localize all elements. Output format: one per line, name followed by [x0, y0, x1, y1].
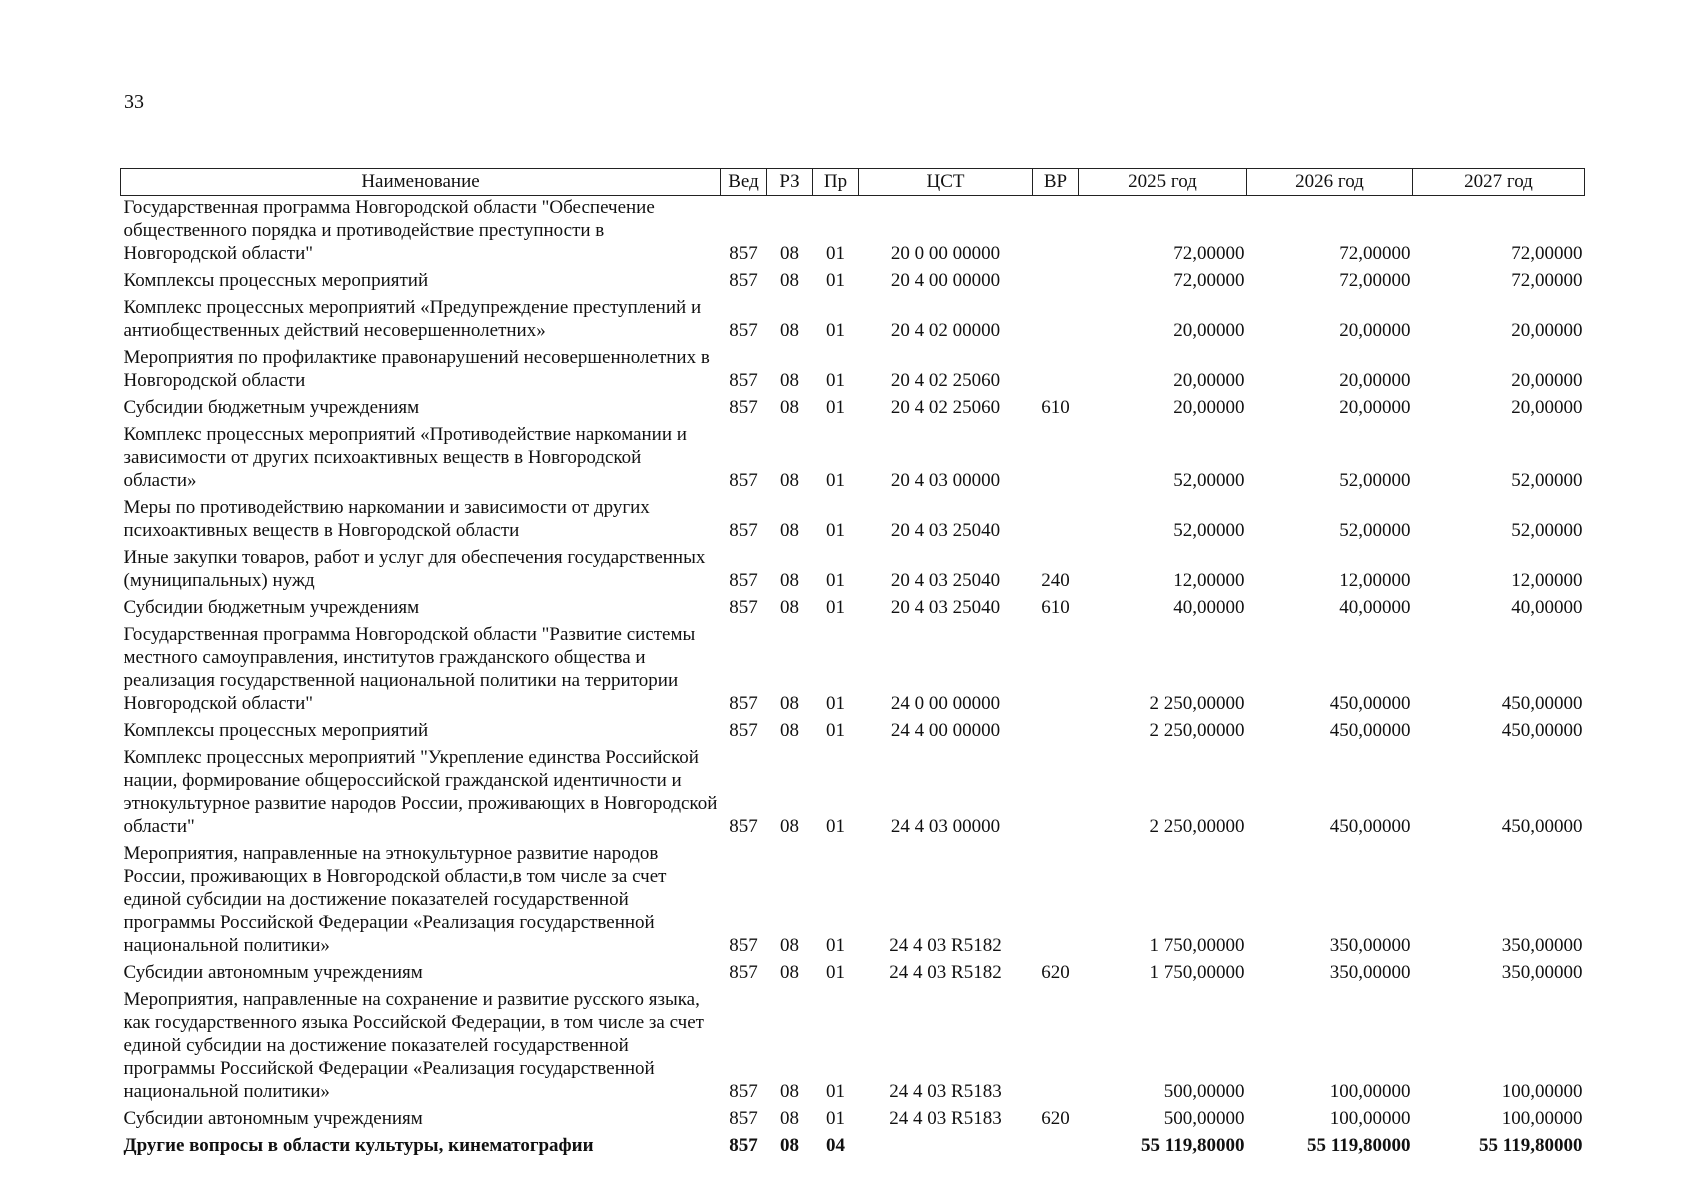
table-row — [121, 961, 1585, 988]
row-2026: 20,00000 — [1339, 320, 1411, 341]
row-2027: 72,00000 — [1511, 243, 1583, 264]
row-ved: 857 — [729, 1135, 758, 1156]
row-vr: 610 — [1041, 397, 1070, 418]
row-vr — [1033, 346, 1079, 396]
row-vr: 240 — [1041, 570, 1070, 591]
row-pr: 01 — [826, 270, 845, 291]
row-cst: 24 4 03 00000 — [890, 816, 1001, 837]
row-2027: 350,00000 — [1501, 962, 1583, 983]
row-vr — [1033, 196, 1079, 270]
row-2027: 40,00000 — [1511, 597, 1583, 618]
table-row — [121, 1107, 1585, 1134]
table-row — [121, 746, 1585, 842]
row-rz: 08 — [780, 597, 799, 618]
header-cst: ЦСТ — [859, 169, 1033, 196]
row-2026: 72,00000 — [1339, 270, 1411, 291]
table-row — [121, 719, 1585, 746]
row-2026: 52,00000 — [1339, 520, 1411, 541]
row-2025: 52,00000 — [1173, 520, 1245, 541]
row-cst: 20 4 02 00000 — [890, 320, 1001, 341]
row-vr — [1033, 746, 1079, 842]
row-pr: 01 — [826, 693, 845, 714]
row-cst — [859, 1134, 1033, 1161]
row-2026: 350,00000 — [1329, 935, 1411, 956]
table-row — [121, 396, 1585, 423]
table-row — [121, 423, 1585, 496]
row-2025: 55 119,80000 — [1141, 1135, 1245, 1156]
row-2027: 450,00000 — [1501, 816, 1583, 837]
row-pr: 01 — [826, 1108, 845, 1129]
row-2025: 1 750,00000 — [1149, 935, 1245, 956]
row-2027: 450,00000 — [1501, 720, 1583, 741]
row-pr: 01 — [826, 370, 845, 391]
row-pr: 01 — [826, 962, 845, 983]
row-ved: 857 — [729, 320, 758, 341]
row-2027: 20,00000 — [1511, 320, 1583, 341]
row-pr: 01 — [826, 1081, 845, 1102]
row-vr: 620 — [1041, 1108, 1070, 1129]
row-vr: 620 — [1041, 962, 1070, 983]
row-2025: 1 750,00000 — [1149, 962, 1245, 983]
row-2027: 100,00000 — [1501, 1081, 1583, 1102]
row-name: Субсидии бюджетным учреждениям — [123, 397, 420, 418]
row-name: Иные закупки товаров, работ и услуг для обеспечения государственных (муниципальных) нужд — [123, 547, 706, 591]
row-ved: 857 — [729, 693, 758, 714]
header-2027: 2027 год — [1413, 169, 1585, 196]
row-name: Мероприятия, направленные на этнокультурное развитие народов России, проживающих в Новгородской области,в том числе за счет единой субсидии на достижение показателей государственной программы Российской Федерации «Реализация государственной национальной политики» — [123, 843, 667, 956]
header-2026: 2026 год — [1247, 169, 1413, 196]
row-cst: 20 4 03 25040 — [890, 597, 1001, 618]
row-vr: 610 — [1041, 597, 1070, 618]
row-cst: 24 4 03 R5183 — [889, 1081, 1002, 1102]
row-cst: 24 0 00 00000 — [890, 693, 1001, 714]
row-2025: 72,00000 — [1173, 270, 1245, 291]
row-name: Субсидии автономным учреждениям — [123, 1108, 423, 1129]
row-pr: 01 — [826, 320, 845, 341]
row-name: Мероприятия, направленные на сохранение и развитие русского языка, как государственного языка Российской Федерации, в том числе за счет единой субсидии на достижение показателей государственной программы Российской Федерации «Реализация государственной национальной политики» — [123, 989, 704, 1102]
row-2025: 20,00000 — [1173, 370, 1245, 391]
row-name: Государственная программа Новгородской области "Обеспечение общественного порядка и противодействие преступности в Новгородской области" — [123, 197, 655, 264]
row-pr: 01 — [826, 720, 845, 741]
row-rz: 08 — [780, 935, 799, 956]
row-2027: 55 119,80000 — [1479, 1135, 1583, 1156]
row-ved: 857 — [729, 370, 758, 391]
row-2025: 500,00000 — [1163, 1108, 1245, 1129]
row-name: Субсидии бюджетным учреждениям — [123, 597, 420, 618]
row-2025: 20,00000 — [1173, 397, 1245, 418]
row-cst: 24 4 03 R5182 — [889, 962, 1002, 983]
row-rz: 08 — [780, 1135, 799, 1156]
row-rz: 08 — [780, 520, 799, 541]
row-2026: 100,00000 — [1329, 1081, 1411, 1102]
table-row — [121, 1134, 1585, 1161]
row-cst: 20 4 03 25040 — [890, 570, 1001, 591]
row-2026: 72,00000 — [1339, 243, 1411, 264]
row-pr: 01 — [826, 520, 845, 541]
row-2026: 450,00000 — [1329, 720, 1411, 741]
row-pr: 01 — [826, 935, 845, 956]
row-2026: 52,00000 — [1339, 470, 1411, 491]
row-ved: 857 — [729, 720, 758, 741]
row-vr — [1033, 269, 1079, 296]
row-cst: 24 4 03 R5183 — [889, 1108, 1002, 1129]
table-row — [121, 596, 1585, 623]
row-name: Другие вопросы в области культуры, кинематографии — [123, 1135, 594, 1156]
row-name: Комплекс процессных мероприятий «Противодействие наркомании и зависимости от других психоактивных веществ в Новгородской области» — [123, 424, 687, 491]
row-2026: 450,00000 — [1329, 693, 1411, 714]
row-pr: 01 — [826, 243, 845, 264]
row-name: Комплекс процессных мероприятий "Укрепление единства Российской нации, формирование общероссийской гражданской идентичности и этнокультурное развитие народов России, проживающих в Новгородской области" — [123, 747, 718, 837]
header-rz: РЗ — [767, 169, 813, 196]
row-vr — [1033, 842, 1079, 961]
header-2025: 2025 год — [1079, 169, 1247, 196]
table-row — [121, 988, 1585, 1107]
row-cst: 20 4 02 25060 — [890, 370, 1001, 391]
row-2027: 450,00000 — [1501, 693, 1583, 714]
table-row — [121, 623, 1585, 719]
row-ved: 857 — [729, 1081, 758, 1102]
row-ved: 857 — [729, 270, 758, 291]
row-2027: 100,00000 — [1501, 1108, 1583, 1129]
row-2025: 2 250,00000 — [1149, 720, 1245, 741]
row-pr: 01 — [826, 397, 845, 418]
row-rz: 08 — [780, 370, 799, 391]
row-rz: 08 — [780, 693, 799, 714]
row-2026: 40,00000 — [1339, 597, 1411, 618]
row-ved: 857 — [729, 243, 758, 264]
row-rz: 08 — [780, 962, 799, 983]
row-2026: 12,00000 — [1339, 570, 1411, 591]
table-row — [121, 346, 1585, 396]
row-rz: 08 — [780, 470, 799, 491]
row-rz: 08 — [780, 270, 799, 291]
row-2025: 12,00000 — [1173, 570, 1245, 591]
row-pr: 01 — [826, 816, 845, 837]
row-2026: 450,00000 — [1329, 816, 1411, 837]
row-rz: 08 — [780, 570, 799, 591]
row-ved: 857 — [729, 935, 758, 956]
row-2025: 52,00000 — [1173, 470, 1245, 491]
page-number: 33 — [124, 91, 144, 113]
budget-table — [120, 168, 1585, 1161]
row-name: Комплекс процессных мероприятий «Предупреждение преступлений и антиобщественных действий несовершеннолетних» — [123, 297, 702, 341]
row-pr: 04 — [826, 1135, 845, 1156]
row-ved: 857 — [729, 597, 758, 618]
header-ved: Вед — [721, 169, 767, 196]
row-ved: 857 — [729, 397, 758, 418]
row-2025: 2 250,00000 — [1149, 693, 1245, 714]
row-rz: 08 — [780, 1081, 799, 1102]
row-ved: 857 — [729, 470, 758, 491]
row-rz: 08 — [780, 320, 799, 341]
row-2027: 20,00000 — [1511, 370, 1583, 391]
row-cst: 20 0 00 00000 — [890, 243, 1001, 264]
row-cst: 20 4 03 00000 — [890, 470, 1001, 491]
row-cst: 24 4 03 R5182 — [889, 935, 1002, 956]
table-row — [121, 196, 1585, 270]
row-rz: 08 — [780, 720, 799, 741]
row-ved: 857 — [729, 570, 758, 591]
header-name: Наименование — [121, 169, 721, 196]
table-row — [121, 546, 1585, 596]
row-2025: 20,00000 — [1173, 320, 1245, 341]
header-vr: ВР — [1033, 169, 1079, 196]
row-2025: 72,00000 — [1173, 243, 1245, 264]
row-name: Государственная программа Новгородской области "Развитие системы местного самоуправления, институтов гражданского общества и реализация государственной национальной политики на территории Новгородской области" — [123, 624, 696, 714]
row-2026: 55 119,80000 — [1307, 1135, 1411, 1156]
row-name: Комплексы процессных мероприятий — [123, 720, 429, 741]
row-name: Мероприятия по профилактике правонарушений несовершеннолетних в Новгородской области — [123, 347, 710, 391]
row-2027: 52,00000 — [1511, 520, 1583, 541]
row-2026: 20,00000 — [1339, 370, 1411, 391]
row-vr — [1033, 496, 1079, 546]
row-2026: 100,00000 — [1329, 1108, 1411, 1129]
row-name: Комплексы процессных мероприятий — [123, 270, 429, 291]
row-cst: 20 4 03 25040 — [890, 520, 1001, 541]
row-rz: 08 — [780, 397, 799, 418]
row-pr: 01 — [826, 470, 845, 491]
row-cst: 20 4 00 00000 — [890, 270, 1001, 291]
row-ved: 857 — [729, 816, 758, 837]
row-vr — [1033, 719, 1079, 746]
row-pr: 01 — [826, 597, 845, 618]
row-cst: 24 4 00 00000 — [890, 720, 1001, 741]
row-2026: 350,00000 — [1329, 962, 1411, 983]
table-body — [121, 196, 1585, 1162]
row-rz: 08 — [780, 243, 799, 264]
row-2026: 20,00000 — [1339, 397, 1411, 418]
row-2027: 350,00000 — [1501, 935, 1583, 956]
row-2025: 2 250,00000 — [1149, 816, 1245, 837]
table-header — [121, 169, 1585, 196]
table-row — [121, 842, 1585, 961]
row-2025: 40,00000 — [1173, 597, 1245, 618]
row-rz: 08 — [780, 816, 799, 837]
row-rz: 08 — [780, 1108, 799, 1129]
row-name: Субсидии автономным учреждениям — [123, 962, 423, 983]
row-vr — [1033, 623, 1079, 719]
row-2027: 12,00000 — [1511, 570, 1583, 591]
row-vr — [1033, 296, 1079, 346]
row-2027: 72,00000 — [1511, 270, 1583, 291]
row-name: Меры по противодействию наркомании и зависимости от других психоактивных веществ в Новгородской области — [123, 497, 650, 541]
table-row — [121, 269, 1585, 296]
row-vr — [1033, 988, 1079, 1107]
table-row — [121, 296, 1585, 346]
table-row — [121, 496, 1585, 546]
row-pr: 01 — [826, 570, 845, 591]
row-vr — [1033, 423, 1079, 496]
row-vr — [1033, 1134, 1079, 1161]
row-ved: 857 — [729, 1108, 758, 1129]
row-ved: 857 — [729, 520, 758, 541]
row-2027: 20,00000 — [1511, 397, 1583, 418]
row-2025: 500,00000 — [1163, 1081, 1245, 1102]
header-pr: Пр — [813, 169, 859, 196]
row-2027: 52,00000 — [1511, 470, 1583, 491]
row-cst: 20 4 02 25060 — [890, 397, 1001, 418]
row-ved: 857 — [729, 962, 758, 983]
